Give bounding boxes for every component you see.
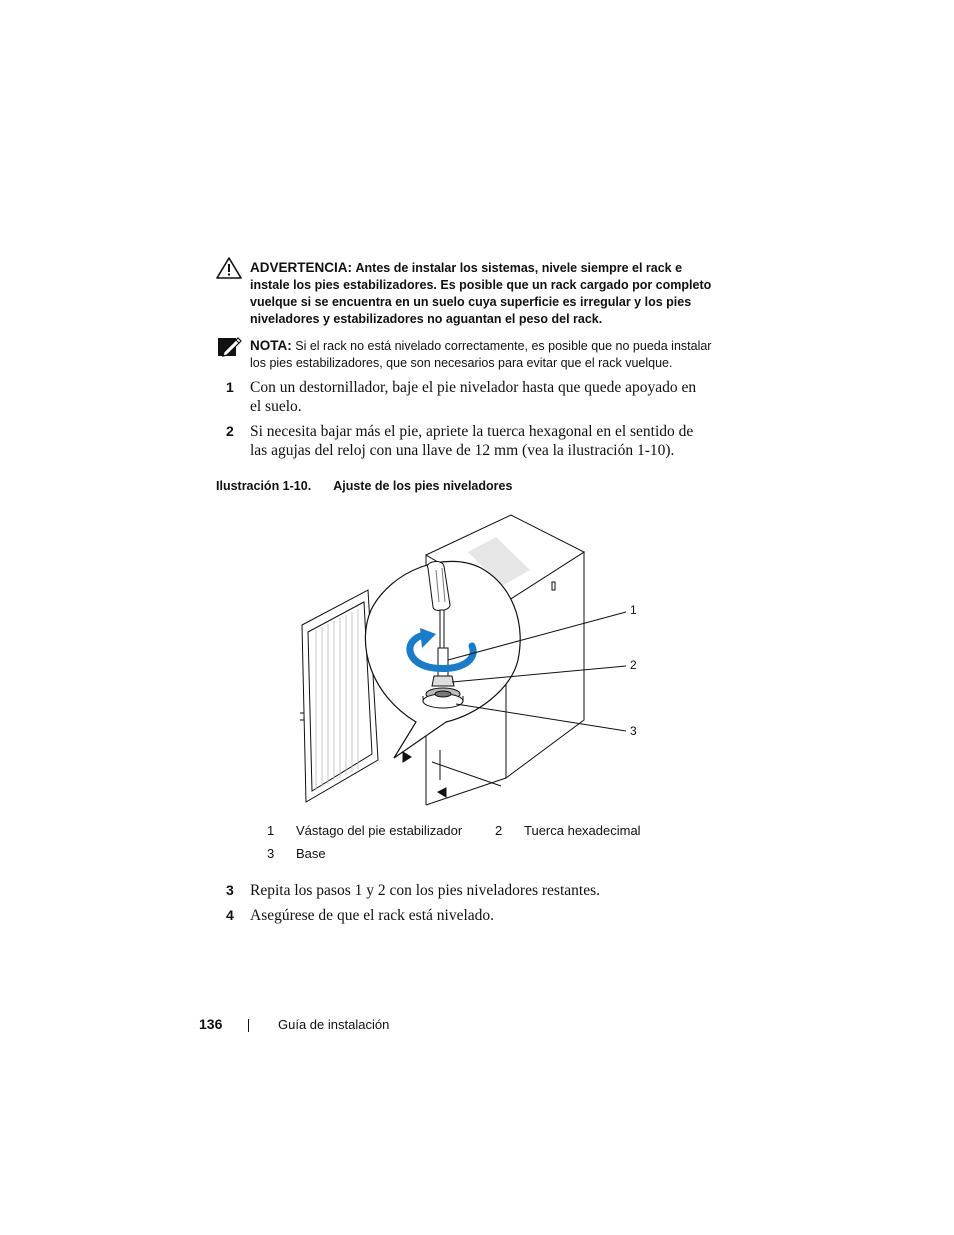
figure-caption (216, 479, 512, 493)
note-notice (250, 337, 720, 372)
step-text: Si necesita bajar más el pie, apriete la tuerca hexagonal en el sentido de las agujas del reloj con una llave de 12 mm (vea la ilustración 1-10). (250, 423, 694, 459)
note-text: Si el rack no está nivelado correctamente, es posible que no pueda instalar los pies estabilizadores, que son necesarios para evitar que el rack vuelque. (250, 339, 712, 370)
warning-text: Antes de instalar los sistemas, nivele siempre el rack e instale los pies estabilizadores. Es posible que un rack cargado por completo vuelque si se encuentra en un suelo cuya superficie es irregular y los pies niveladores y estabilizadores no aguantan el peso del rack. (250, 261, 712, 326)
step-text: Repita los pasos 1 y 2 con los pies niveladores restantes. (250, 882, 600, 899)
warning-label: ADVERTENCIA: (250, 260, 353, 275)
callout-1: 1 (630, 603, 637, 617)
legend-num: 3 (267, 846, 275, 861)
caption-title: Ajuste de los pies niveladores (333, 479, 513, 493)
hex-nut (432, 676, 454, 686)
callout-3: 3 (630, 724, 637, 738)
rack-leveling-illustration (296, 510, 646, 810)
note-label: NOTA: (250, 338, 292, 353)
step-number: 2 (226, 423, 234, 439)
step-number: 4 (226, 907, 234, 923)
step-text: Con un destornillador, baje el pie nivelador hasta que quede apoyado en el suelo. (250, 379, 697, 415)
legend-num: 1 (267, 823, 275, 838)
step-number: 3 (226, 882, 234, 898)
caption-number: Ilustración 1-10. (216, 479, 312, 493)
step-number: 1 (226, 379, 234, 395)
warning-triangle-icon (215, 256, 243, 280)
legend-num: 2 (495, 823, 503, 838)
legend-label: Tuerca hexadecimal (524, 823, 641, 838)
screwdriver-shaft (440, 610, 444, 652)
legend-label: Vástago del pie estabilizador (296, 823, 463, 838)
step-text: Asegúrese de que el rack está nivelado. (250, 907, 495, 924)
legend-label: Base (296, 846, 326, 861)
callout-2: 2 (630, 658, 637, 672)
warning-notice (250, 259, 720, 328)
page-number: 136 (199, 1016, 223, 1032)
footer-title: Guía de instalación (278, 1017, 390, 1032)
pencil-note-icon (217, 335, 243, 359)
footer-divider (248, 1019, 249, 1032)
